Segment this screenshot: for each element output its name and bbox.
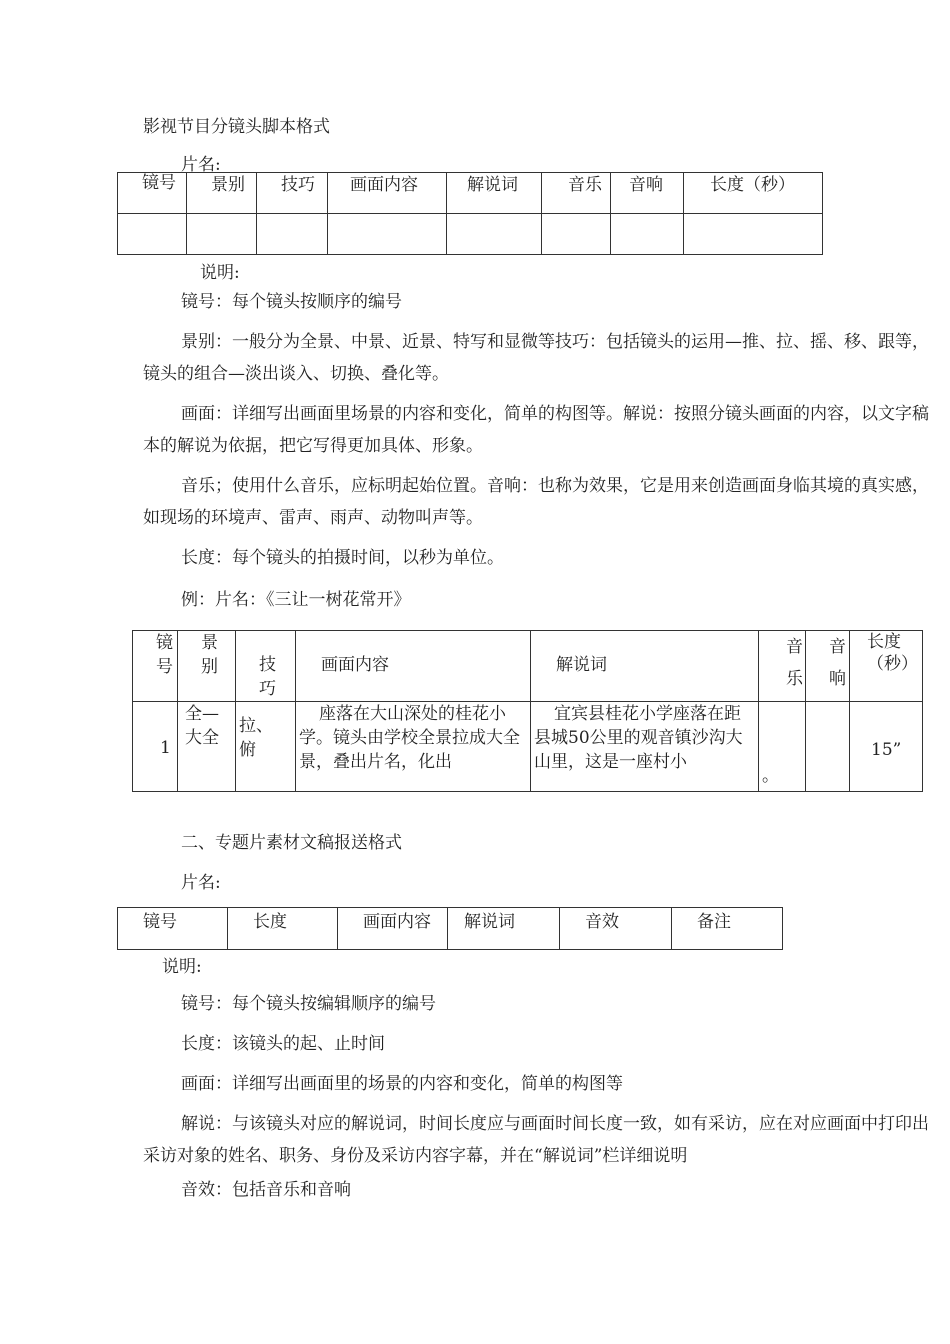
header-shot-no: 镜号 xyxy=(118,908,228,950)
film-name-label: 片名: xyxy=(181,873,221,893)
header-shot-size: 景别 xyxy=(178,631,236,702)
storyboard-example-table xyxy=(132,630,923,792)
note-music: 音乐；使用什么音乐，应标明起始位置。音响：也称为效果，它是用来创造画面身临其境的真实感，如现场的环境声、雷声、雨声、动物叫声等。 xyxy=(143,476,929,528)
note-sound-effect: 音效：包括音乐和音响 xyxy=(181,1180,351,1200)
section-title: 二、专题片素材文稿报送格式 xyxy=(181,833,402,853)
film-name-label: 片名: xyxy=(181,155,221,175)
note-narration: 解说：与该镜头对应的解说词，时间长度应与画面时间长度一致，如有采访，应在对应画面中打印出采访对象的姓名、职务、身份及采访内容字幕，并在“解说词”栏详细说明 xyxy=(143,1114,929,1166)
cell-length: 15” xyxy=(850,702,923,792)
document-title: 影视节目分镜头脚本格式 xyxy=(143,117,330,137)
note-shot-size: 景别：一般分为全景、中景、近景、特写和显微等技巧：包括镜头的运用—推、拉、摇、移、跟等，镜头的组合—淡出谈入、切换、叠化等。 xyxy=(143,332,929,384)
header-sound: 音响 xyxy=(806,631,850,702)
header-music: 音乐 xyxy=(542,173,611,214)
note-content: 画面：详细写出画面里的场景的内容和变化，简单的构图等 xyxy=(181,1074,623,1094)
header-sound-effect: 音效 xyxy=(560,908,672,950)
header-shot-size: 景别 xyxy=(187,173,257,214)
cell-shot-no: 1 xyxy=(133,702,178,792)
header-sound: 音响 xyxy=(611,173,684,214)
note-shot-no: 镜号：每个镜头按编辑顺序的编号 xyxy=(181,994,436,1014)
header-length: 长度（秒） xyxy=(684,173,823,214)
material-template-table xyxy=(117,907,783,950)
cell-technique: 拉、俯 xyxy=(236,702,296,792)
header-narration: 解说词 xyxy=(448,908,560,950)
note-length: 长度：每个镜头的拍摄时间，以秒为单位。 xyxy=(181,548,504,568)
cell-sound xyxy=(806,702,850,792)
header-remarks: 备注 xyxy=(672,908,783,950)
header-content: 画面内容 xyxy=(296,631,531,702)
cell-music: 。 xyxy=(759,702,806,792)
storyboard-template-table xyxy=(117,172,823,255)
empty-cell xyxy=(684,214,823,255)
empty-cell xyxy=(187,214,257,255)
header-content: 画面内容 xyxy=(328,173,447,214)
header-content: 画面内容 xyxy=(338,908,448,950)
example-title: 例：片名：《三让一树花常开》 xyxy=(181,590,411,610)
note-content: 画面：详细写出画面里场景的内容和变化，简单的构图等。解说：按照分镜头画面的内容，以文字稿本的解说为依据，把它写得更加具体、形象。 xyxy=(143,404,929,456)
header-length: 长度（秒） xyxy=(850,631,923,702)
header-narration: 解说词 xyxy=(531,631,759,702)
empty-cell xyxy=(257,214,328,255)
header-length: 长度 xyxy=(228,908,338,950)
cell-shot-size: 全—大全 xyxy=(178,702,236,792)
note-length: 长度：该镜头的起、止时间 xyxy=(181,1034,385,1054)
note-shot-no: 镜号：每个镜头按顺序的编号 xyxy=(181,292,402,312)
empty-cell xyxy=(118,214,187,255)
empty-cell xyxy=(328,214,447,255)
note-label: 说明: xyxy=(200,263,240,283)
empty-cell xyxy=(542,214,611,255)
note-label: 说明: xyxy=(162,957,202,977)
header-narration: 解说词 xyxy=(447,173,542,214)
cell-narration: 宜宾县桂花小学座落在距县城50公里的观音镇沙沟大山里，这是一座村小 xyxy=(531,702,759,792)
header-technique: 技巧 xyxy=(257,173,328,214)
empty-cell xyxy=(447,214,542,255)
cell-content: 座落在大山深处的桂花小学。镜头由学校全景拉成大全景，叠出片名，化出 xyxy=(296,702,531,792)
header-shot-no: 镜号 xyxy=(133,631,178,702)
header-technique: 技巧 xyxy=(236,631,296,702)
header-music: 音乐 xyxy=(759,631,806,702)
header-shot-no: 镜号 xyxy=(118,173,187,214)
empty-cell xyxy=(611,214,684,255)
